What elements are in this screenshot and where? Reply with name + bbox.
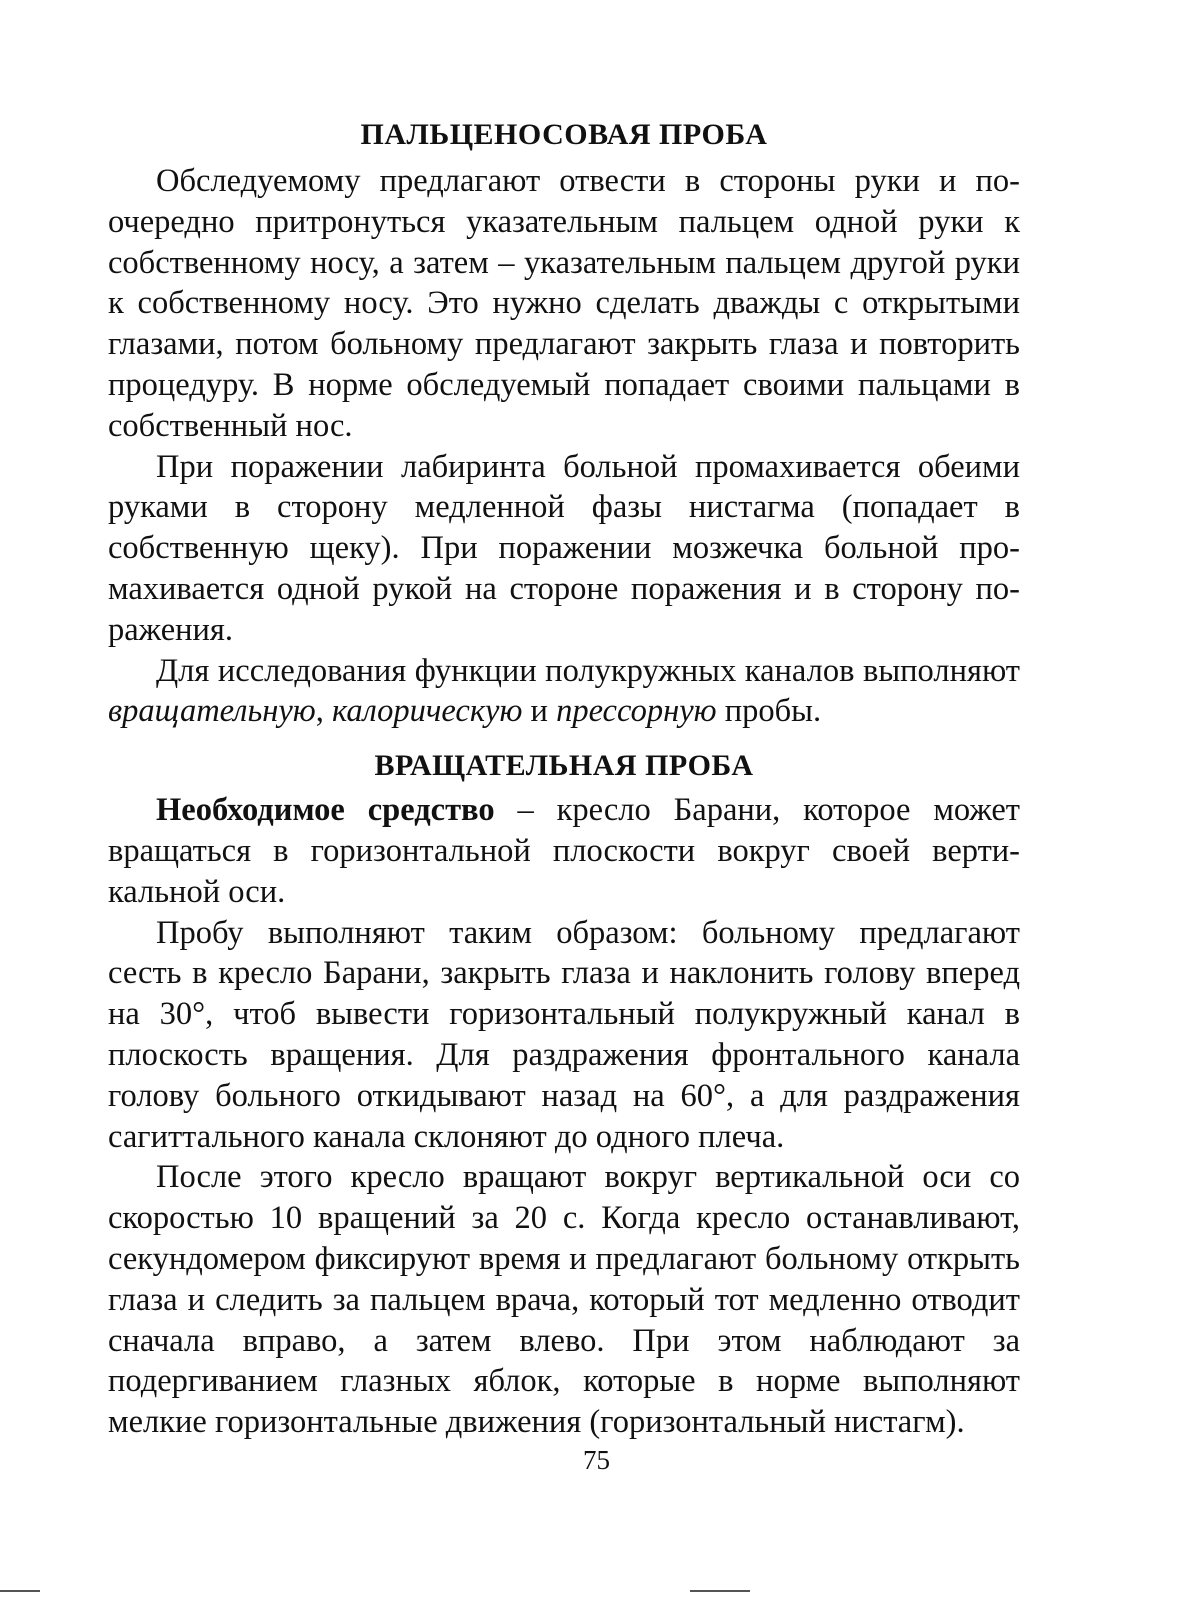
paragraph-2: При поражении лабиринта больной промахивается обеими руками в сторону медленной фазы нистагма (попадает в собственную щеку). При поражении мозжечка больной промахивается одной рукой на стороне поражения и в сторону поражения.	[108, 448, 1020, 648]
paragraph-3-text-a: Для исследования функции полукружных каналов выполняют	[156, 652, 1020, 689]
page-body	[108, 115, 1020, 1443]
scan-edge-mark-left	[0, 1590, 40, 1592]
emphasis-rotational: вращательную	[108, 693, 316, 730]
paragraph-4-text: – кресло Барани, которое может вращаться в горизонтальной плоскости вокруг своей вертикальной оси.	[108, 792, 1021, 910]
paragraph-4	[108, 790, 1020, 912]
required-equipment-term: Необходимое средство	[156, 792, 495, 829]
paragraph-3-text-b: пробы.	[716, 693, 822, 730]
paragraph-1: Обследуемому предлагают отвести в стороны руки и поочередно притронуться указательным пальцем одной руки к собственному носу, а затем – указательным пальцем другой руки к собственному носу. Это нужно сделать дважды с открытыми глазами, потом больному предлагают закрыть глаза и повторить процедуру. В норме обследуемый попадает своими пальцами в собственный нос.	[108, 163, 1020, 444]
page-number: 75	[583, 1445, 610, 1475]
paragraph-3-sep-2: и	[522, 693, 557, 730]
scan-edge-mark-middle	[690, 1590, 750, 1592]
paragraph-6: После этого кресло вращают вокруг вертикальной оси со скоростью 10 вращений за 20 с. Когда кресло останавливают, секундомером фиксируют время и предлагают больному открыть глаза и следить за пальцем врача, который тот медленно отводит сначала вправо, а затем влево. При этом наблюдают за подергиванием глазных яблок, которые в норме выполняют мелкие горизонтальные движения (горизонтальный нистагм).	[108, 1159, 1020, 1441]
paragraph-5: Пробу выполняют таким образом: больному предлагают сесть в кресло Барани, закрыть глаза и наклонить голову вперед на 30°, чтоб вывести горизонтальный полукружный канал в плоскость вращения. Для раздражения фронтального канала голову больного откидывают назад на 60°, а для раздражения сагиттального канала склоняют до одного плеча.	[108, 914, 1020, 1155]
emphasis-pressor: прессорную	[556, 693, 717, 730]
paragraph-3-sep-1: ,	[315, 693, 332, 730]
section-heading-rotation-test: ВРАЩАТЕЛЬНАЯ ПРОБА	[374, 749, 754, 783]
emphasis-caloric: калорическую	[331, 693, 523, 730]
section-heading-finger-nose-test: ПАЛЬЦЕНОСОВАЯ ПРОБА	[360, 118, 768, 151]
paragraph-3	[108, 651, 1020, 733]
